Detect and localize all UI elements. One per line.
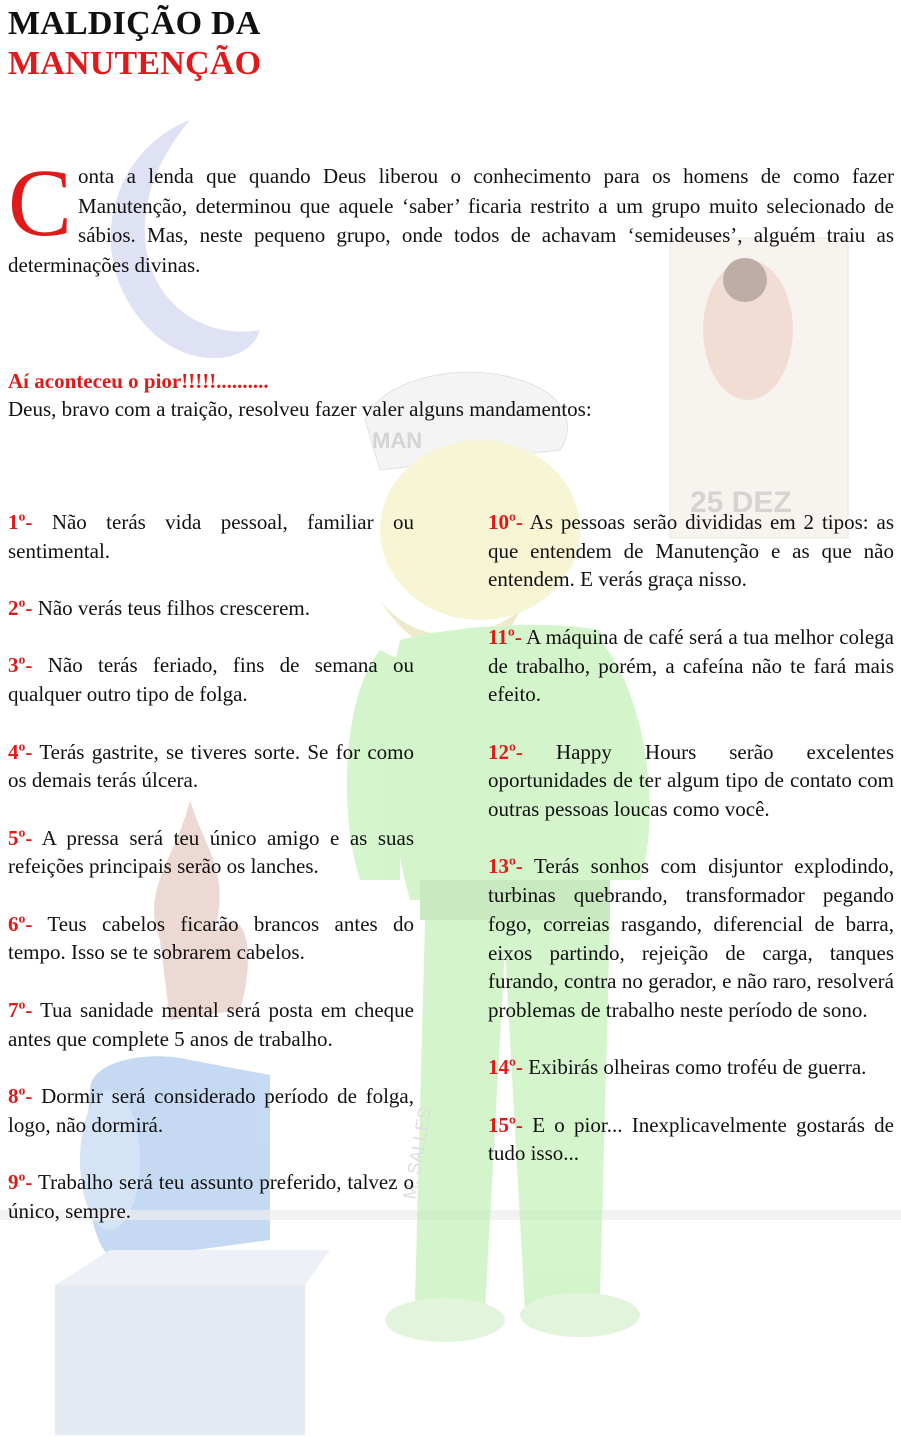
title-line-2: MANUTENÇÃO xyxy=(8,45,262,82)
commandment-text: Teus cabelos ficarão brancos antes do tempo. Isso se te sobrarem cabelos. xyxy=(8,911,414,965)
commandment-3 xyxy=(8,651,414,708)
commandment-text: Não verás teus filhos crescerem. xyxy=(37,596,310,621)
drop-cap: C xyxy=(8,149,73,256)
commandment-number: 12º- xyxy=(488,739,523,764)
intro-paragraph xyxy=(8,149,894,280)
commandment-text: Tua sanidade mental será posta em cheque antes que complete 5 anos de trabalho. xyxy=(8,997,415,1051)
commandment-4 xyxy=(8,738,414,795)
commandment-text: Dormir será considerado período de folga, logo, não dormirá. xyxy=(8,1083,414,1137)
commandment-14 xyxy=(488,1053,894,1082)
commandment-number: 13º- xyxy=(488,854,523,879)
commandments-left-column xyxy=(8,508,414,1254)
commandment-number: 14º- xyxy=(488,1055,523,1080)
title-line-1: MALDIÇÃO DA xyxy=(8,5,261,42)
commandment-text: Terás sonhos com disjuntor explodindo, turbinas quebrando, transformador pegando fogo, correias rasgando, diferencial de barra, eixos partindo, rejeição de carga, tanques furando, contra no gerador, e não raro, resolverá problemas de trabalho neste período de sono. xyxy=(488,854,894,1022)
commandment-text: Não terás feriado, fins de semana ou qualquer outro tipo de folga. xyxy=(8,653,414,707)
commandment-number: 5º- xyxy=(8,825,33,850)
commandment-2 xyxy=(8,594,414,623)
commandment-11 xyxy=(488,623,894,709)
commandment-number: 4º- xyxy=(8,739,33,764)
commandment-number: 8º- xyxy=(8,1083,33,1108)
commandment-text: E o pior... Inexplicavelmente gostarás de tudo isso... xyxy=(488,1112,894,1166)
commandment-12 xyxy=(488,738,894,824)
commandment-number: 7º- xyxy=(8,997,33,1022)
commandment-text: Terás gastrite, se tiveres sorte. Se for como os demais terás úlcera. xyxy=(8,739,414,793)
svg-text:M. SALLES: M. SALLES xyxy=(399,1105,436,1201)
worst-text: Deus, bravo com a traição, resolveu fazer valer alguns mandamentos: xyxy=(8,397,592,421)
commandment-text: A máquina de café será a tua melhor colega de trabalho, porém, a cafeína não te fará mais efeito. xyxy=(488,624,894,707)
commandment-7 xyxy=(8,996,414,1053)
commandment-5 xyxy=(8,824,414,881)
commandment-text: Não terás vida pessoal, familiar ou sentimental. xyxy=(8,510,414,563)
commandment-number: 1º- xyxy=(8,510,33,534)
commandment-15 xyxy=(488,1111,894,1168)
commandment-number: 6º- xyxy=(8,911,33,936)
intro-text: onta a lenda que quando Deus liberou o conhecimento para os homens de como fazer Manutenção, determinou que aquele ‘saber’ ficaria restrito a um grupo muito selecionado de sábios. Mas, neste pequeno grupo, onde todos de achavam ‘semideuses’, alguém traiu as determinações divinas. xyxy=(8,164,894,277)
worst-section xyxy=(8,367,888,423)
commandment-number: 15º- xyxy=(488,1112,523,1137)
page-title xyxy=(8,4,261,84)
svg-text:25 DEZ: 25 DEZ xyxy=(690,486,792,519)
commandment-number: 2º- xyxy=(8,596,33,621)
svg-text:MAN: MAN xyxy=(372,428,423,453)
commandment-6 xyxy=(8,910,414,967)
commandment-text: Exibirás olheiras como troféu de guerra. xyxy=(528,1055,867,1080)
worst-heading: Aí aconteceu o pior!!!!!.......... xyxy=(8,369,269,393)
commandment-number: 3º- xyxy=(8,653,33,678)
commandment-number: 9º- xyxy=(8,1170,33,1195)
commandment-8 xyxy=(8,1082,414,1139)
commandments-right-column xyxy=(488,508,894,1197)
commandment-10 xyxy=(488,508,894,594)
commandment-text: Trabalho será teu assunto preferido, talvez o único, sempre. xyxy=(8,1170,414,1223)
commandment-text: As pessoas serão divididas em 2 tipos: as que entendem de Manutenção e as que não entendem. E verás graça nisso. xyxy=(488,510,895,592)
commandment-13 xyxy=(488,852,894,1024)
commandment-text: A pressa será teu único amigo e as suas refeições principais serão os lanches. xyxy=(8,825,414,879)
commandment-text: Happy Hours serão excelentes oportunidades de ter algum tipo de contato com outras pessoas loucas como você. xyxy=(488,739,894,821)
commandment-1 xyxy=(8,508,414,565)
commandment-number: 11º- xyxy=(488,624,522,649)
commandment-number: 10º- xyxy=(488,510,523,534)
commandment-9 xyxy=(8,1168,414,1225)
